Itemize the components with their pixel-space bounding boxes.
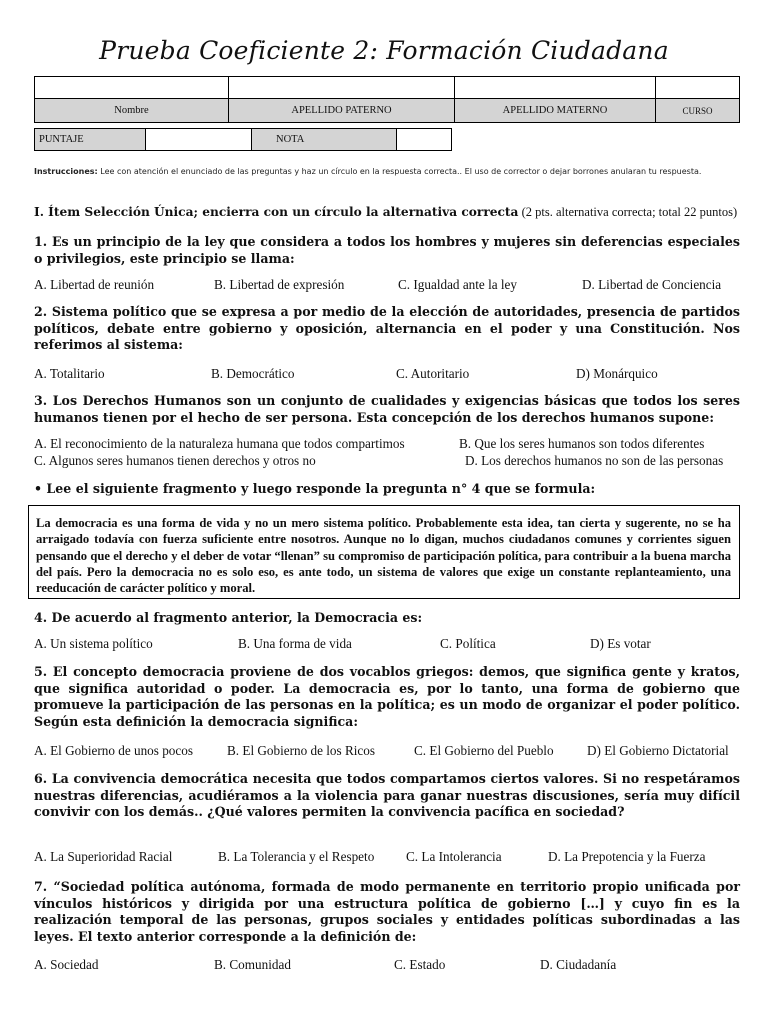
question-6-options — [34, 849, 740, 865]
q2-option-b[interactable]: B. Democrático — [211, 366, 295, 381]
puntaje-label: PUNTAJE — [35, 129, 146, 151]
nota-label: NOTA — [252, 129, 397, 151]
q1-option-b[interactable]: B. Libertad de expresión — [214, 277, 345, 292]
instructions — [34, 166, 740, 178]
q3-option-c[interactable]: C. Algunos seres humanos tienen derechos y otros no — [34, 453, 316, 468]
curso-label: CURSO — [656, 99, 740, 123]
q3-option-b[interactable]: B. Que los seres humanos son todos diferentes — [459, 436, 705, 451]
question-7-options — [34, 957, 740, 973]
student-info-table — [34, 76, 740, 123]
section-heading — [34, 205, 744, 220]
q3-option-d[interactable]: D. Los derechos humanos no son de las personas — [465, 453, 724, 468]
q7-option-b[interactable]: B. Comunidad — [214, 957, 291, 972]
q7-option-d[interactable]: D. Ciudadanía — [540, 957, 617, 972]
q6-option-c[interactable]: C. La Intolerancia — [406, 849, 502, 864]
section-note: (2 pts. alternativa correcta; total 22 puntos) — [518, 205, 738, 219]
q2-option-a[interactable]: A. Totalitario — [34, 366, 105, 381]
page-title: Prueba Coeficiente 2: Formación Ciudadana — [99, 36, 669, 65]
question-1-options — [34, 277, 740, 293]
apellido-paterno-label: APELLIDO PATERNO — [229, 99, 455, 123]
q2-option-d[interactable]: D) Monárquico — [576, 366, 658, 381]
question-3: 3. Los Derechos Humanos son un conjunto de cualidades y exigencias básicas que todos los seres humanos tienen por el hecho de ser persona. Esta concepción de los derechos humanos supone: — [34, 393, 740, 425]
q7-option-c[interactable]: C. Estado — [394, 957, 446, 972]
q6-option-d[interactable]: D. La Prepotencia y la Fuerza — [548, 849, 706, 864]
section-title: I. Ítem Selección Única; encierra con un círculo la alternativa correcta — [34, 205, 519, 219]
puntaje-input-cell[interactable] — [146, 129, 252, 151]
question-5-options — [34, 743, 740, 759]
question-6: 6. La convivencia democrática necesita que todos compartamos ciertos valores. Si no respetáramos nuestras diferencias, acudiéramos a la violencia para ganar nuestras discusiones, sería muy difícil convivir con los demás.. ¿Qué valores permiten la convivencia pacífica en sociedad? — [34, 771, 740, 819]
question-1: 1. Es un principio de la ley que considera a todos los hombres y mujeres sin deferencias especiales o privilegios, este principio se llama: — [34, 234, 740, 266]
q3-option-a[interactable]: A. El reconocimiento de la naturaleza humana que todos compartimos — [34, 436, 405, 451]
q4-option-d[interactable]: D) Es votar — [590, 636, 651, 651]
question-3-options-row2 — [34, 453, 740, 469]
question-4-options — [34, 636, 740, 652]
apellido-materno-input-cell[interactable] — [455, 77, 656, 99]
curso-input-cell[interactable] — [656, 77, 740, 99]
q2-option-c[interactable]: C. Autoritario — [396, 366, 470, 381]
question-3-options-row1 — [34, 436, 740, 452]
q4-option-a[interactable]: A. Un sistema político — [34, 636, 153, 651]
apellido-materno-label: APELLIDO MATERNO — [455, 99, 656, 123]
question-4: 4. De acuerdo al fragmento anterior, la Democracia es: — [34, 610, 423, 625]
question-2: 2. Sistema político que se expresa a por medio de la elección de autoridades, presencia de partidos políticos, debate entre gobierno y oposición, alternancia en el poder y una Constitución. Nos referimos al sistema: — [34, 304, 740, 352]
q5-option-b[interactable]: B. El Gobierno de los Ricos — [227, 743, 375, 758]
question-7: 7. “Sociedad política autónoma, formada de modo permanente en territorio propio unificada por vínculos históricos y dirigida por una estructura política de gobierno […] y cuyo fin es la realización temporal de las personas, grupos sociales y entidades políticas subordinadas a las leyes. El texto anterior corresponde a la definición de: — [34, 879, 740, 944]
q5-option-a[interactable]: A. El Gobierno de unos pocos — [34, 743, 193, 758]
q1-option-a[interactable]: A. Libertad de reunión — [34, 277, 155, 292]
nombre-label: Nombre — [35, 99, 229, 123]
fragment-box: La democracia es una forma de vida y no un mero sistema político. Probablemente esta idea, tan cierta y sugerente, no se ha arraigado todavía con fuerza suficiente entre nosotros. Aunque no lo digan, muchos ciudadanos comunes y corrientes siguen pensando que el derecho y el deber de votar “llenan” su compromiso de participación política, para contribuir a la buena marcha del país. Pero la democracia no es solo eso, es ante todo, un sistema de valores que exige un constante replanteamiento, una reeducación de carácter político y moral. — [28, 505, 740, 599]
nombre-input-cell[interactable] — [35, 77, 229, 99]
q6-option-b[interactable]: B. La Tolerancia y el Respeto — [218, 849, 375, 864]
instructions-text: Lee con atención el enunciado de las preguntas y haz un círculo en la respuesta correcta.. El uso de corrector o dejar borrones anularan tu respuesta. — [97, 167, 702, 176]
apellido-paterno-input-cell[interactable] — [229, 77, 455, 99]
q5-option-d[interactable]: D) El Gobierno Dictatorial — [587, 743, 729, 758]
q7-option-a[interactable]: A. Sociedad — [34, 957, 99, 972]
score-table — [34, 128, 452, 151]
nota-input-cell[interactable] — [397, 129, 452, 151]
q1-option-d[interactable]: D. Libertad de Conciencia — [582, 277, 722, 292]
question-2-options — [34, 366, 740, 382]
q4-option-c[interactable]: C. Política — [440, 636, 496, 651]
q6-option-a[interactable]: A. La Superioridad Racial — [34, 849, 173, 864]
q5-option-c[interactable]: C. El Gobierno del Pueblo — [414, 743, 554, 758]
fragment-instruction: • Lee el siguiente fragmento y luego responde la pregunta n° 4 que se formula: — [34, 481, 596, 496]
question-5: 5. El concepto democracia proviene de dos vocablos griegos: demos, que significa gente y kratos, que significa autoridad o poder. La democracia es, por lo tanto, una forma de gobierno que promueve la participación de las personas en la política; es un modo de organizar el poder político. Según esta definición la democracia significa: — [34, 664, 740, 729]
q1-option-c[interactable]: C. Igualdad ante la ley — [398, 277, 518, 292]
q4-option-b[interactable]: B. Una forma de vida — [238, 636, 352, 651]
instructions-label: Instrucciones: — [34, 167, 98, 176]
